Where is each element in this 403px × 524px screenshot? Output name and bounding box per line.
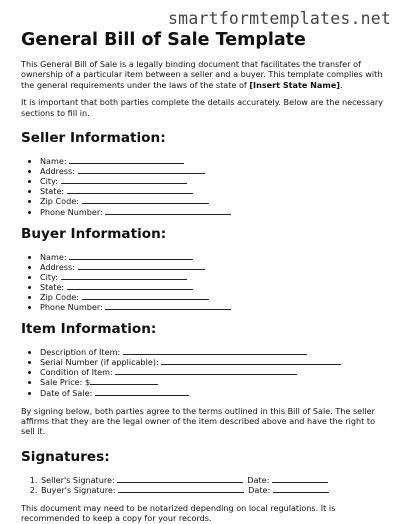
field-label: Name: <box>40 251 67 262</box>
buyer-address-field <box>40 262 386 272</box>
seller-state-blank[interactable] <box>67 186 193 194</box>
instructions-paragraph: It is important that both parties complete the details accurately. Below are the necessary sections to fill in. <box>21 97 384 118</box>
document-title: General Bill of Sale Template <box>21 30 306 50</box>
item-condition-blank[interactable] <box>115 367 297 375</box>
buyer-signature-line <box>40 485 386 495</box>
buyer-phone-field <box>40 302 386 312</box>
field-label: Zip Code: <box>40 291 79 302</box>
intro-text: This General Bill of Sale is a legally binding document that facilitates the transfer of ownership of a particular item between a seller and a buyer. This template complies with the general requirements under the laws of the state of <box>21 59 383 90</box>
buyer-name-field <box>40 252 386 262</box>
buyer-city-blank[interactable] <box>61 272 187 280</box>
bill-of-sale-document <box>21 29 386 524</box>
intro-paragraph <box>21 59 386 90</box>
site-watermark: smartformtemplates.net <box>168 9 391 28</box>
buyer-city-field <box>40 272 386 282</box>
seller-fields <box>21 156 386 217</box>
field-label: City: <box>40 176 59 187</box>
seller-phone-blank[interactable] <box>105 207 231 215</box>
seller-zip-field <box>40 196 386 206</box>
seller-address-field <box>40 166 386 176</box>
signatures-heading: Signatures: <box>21 448 110 465</box>
date-label: Date: <box>247 474 270 485</box>
item-price-field <box>40 377 386 387</box>
buyer-state-field <box>40 282 386 292</box>
field-label: Phone Number: <box>40 206 103 217</box>
item-date-blank[interactable] <box>95 388 189 396</box>
buyer-signature-blank[interactable] <box>118 485 244 493</box>
seller-state-field <box>40 186 386 196</box>
item-condition-field <box>40 367 386 377</box>
buyer-name-blank[interactable] <box>69 252 193 260</box>
item-description-field <box>40 347 386 357</box>
seller-name-blank[interactable] <box>69 156 184 164</box>
field-label: Phone Number: <box>40 302 103 313</box>
buyer-address-blank[interactable] <box>78 262 205 270</box>
seller-date-blank[interactable] <box>272 475 328 483</box>
buyer-zip-blank[interactable] <box>82 292 209 300</box>
seller-city-blank[interactable] <box>61 176 187 184</box>
field-label: Condition of Item: <box>40 367 113 378</box>
field-label: Name: <box>40 156 67 167</box>
item-description-blank[interactable] <box>123 347 307 355</box>
buyer-phone-blank[interactable] <box>105 302 231 310</box>
seller-heading: Seller Information: <box>21 130 166 147</box>
seller-name-field <box>40 156 386 166</box>
field-label: Date of Sale: <box>40 387 93 398</box>
buyer-state-blank[interactable] <box>67 282 193 290</box>
signature-label: Buyer's Signature: <box>41 484 116 495</box>
seller-city-field <box>40 176 386 186</box>
item-serial-blank[interactable] <box>161 357 341 365</box>
agreement-paragraph: By signing below, both parties agree to the terms outlined in this Bill of Sale. The seller affirms that they are the legal owner of the item described above and have the right to sell it. <box>21 405 376 437</box>
seller-zip-blank[interactable] <box>82 196 209 204</box>
seller-address-blank[interactable] <box>78 166 205 174</box>
item-price-blank[interactable] <box>90 377 158 385</box>
intro-end: . <box>340 79 343 90</box>
field-label: Sale Price: $ <box>40 377 91 388</box>
field-label: Address: <box>40 261 75 272</box>
field-label: Address: <box>40 166 75 177</box>
item-heading: Item Information: <box>21 321 157 338</box>
footer-paragraph: This document may need to be notarized depending on local regulations. It is recommended to keep a copy for your records. <box>21 503 336 524</box>
date-label: Date: <box>248 484 271 495</box>
field-label: Serial Number (if applicable): <box>40 357 159 368</box>
item-serial-field <box>40 357 386 367</box>
field-label: Description of Item: <box>40 347 121 358</box>
seller-signature-line <box>40 475 386 485</box>
state-name-placeholder: [Insert State Name] <box>249 79 341 90</box>
seller-signature-blank[interactable] <box>117 475 243 483</box>
signature-label: Seller's Signature: <box>41 474 115 485</box>
item-date-field <box>40 388 386 398</box>
buyer-heading: Buyer Information: <box>21 225 167 242</box>
field-label: State: <box>40 186 65 197</box>
field-label: City: <box>40 271 59 282</box>
buyer-fields <box>21 252 386 313</box>
buyer-zip-field <box>40 292 386 302</box>
signature-lines <box>21 475 386 495</box>
seller-phone-field <box>40 207 386 217</box>
buyer-date-blank[interactable] <box>273 485 329 493</box>
field-label: Zip Code: <box>40 196 79 207</box>
field-label: State: <box>40 281 65 292</box>
item-fields <box>21 347 386 397</box>
